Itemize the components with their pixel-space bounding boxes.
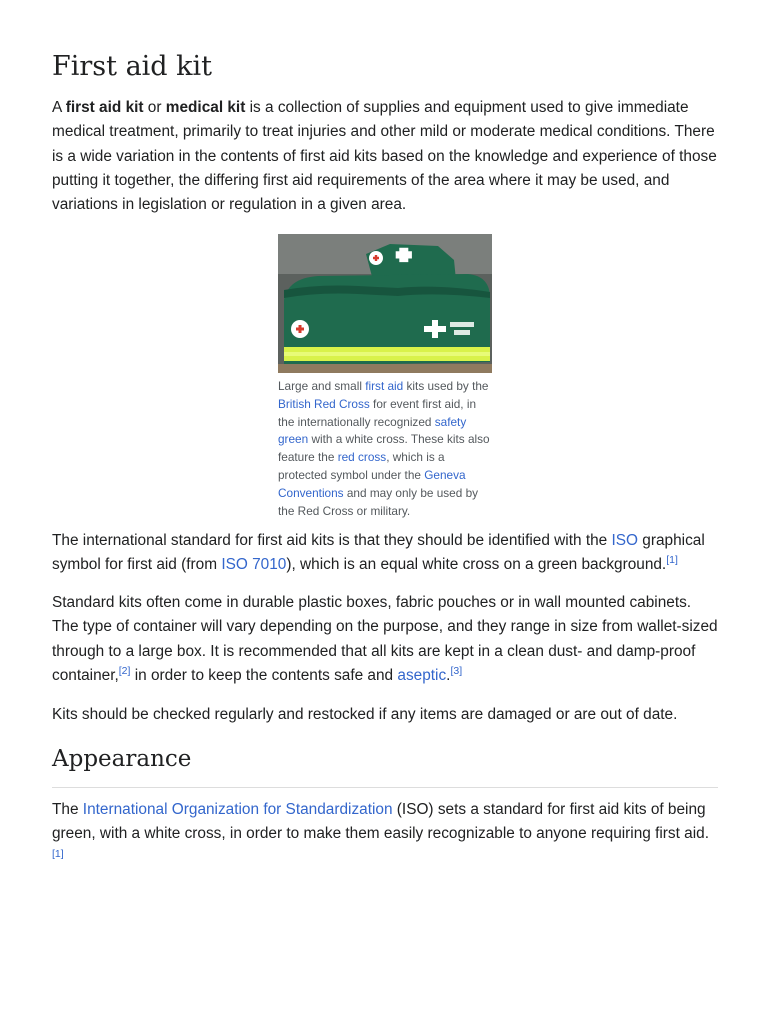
link-first-aid[interactable]: first aid xyxy=(365,379,404,393)
large-kit-shape xyxy=(284,274,490,366)
first-aid-kits-photo[interactable] xyxy=(278,234,492,373)
citation-3[interactable]: [3] xyxy=(450,664,463,677)
link-iso[interactable]: ISO xyxy=(611,532,639,549)
appearance-paragraph: The International Organization for Standardization (ISO) sets a standard for first aid kits of being green, with a white cross, in order to make them easily recognizable to anyone requiring first aid.[1] xyxy=(52,801,709,860)
section-divider xyxy=(52,787,718,788)
link-red-cross[interactable]: red cross xyxy=(337,450,387,465)
citation-1-appearance[interactable]: [1] xyxy=(52,847,64,860)
link-iso-7010[interactable]: ISO 7010 xyxy=(221,556,287,574)
containers-paragraph: Standard kits often come in durable plastic boxes, fabric pouches or in wall mounted cabinets. The type of container will vary depending on the purpose, and they range in size from wallet-sized through to a large box. It is recommended that all kits are kept in a clean dust- and damp-proof container,[2] in order to keep the contents safe and aseptic.[3] xyxy=(52,594,718,684)
citation-2[interactable]: [2] xyxy=(118,664,131,677)
link-safety-green[interactable]: safety green xyxy=(278,414,467,447)
intro-paragraph: A first aid kit or medical kit is a collection of supplies and equipment used to give immediate medical treatment, primarily to treat injuries and other mild or moderate medical conditions. There is a wide variation in the contents of first aid kits based on the knowledge and experience of those putting it together, the differing first aid requirements of the area where it may be used, and variations in legislation or regulation in a given area. xyxy=(52,99,717,214)
term-medical-kit: medical kit xyxy=(165,99,246,116)
standard-paragraph: The international standard for first aid kits is that they should be identified with the ISO graphical symbol for first aid (from ISO 7010), which is an equal white cross on a green background.[1] xyxy=(52,532,705,574)
figure-first-aid-kits xyxy=(278,234,492,520)
check-paragraph: Kits should be checked regularly and restocked if any items are damaged or are out of date. xyxy=(52,706,678,723)
link-geneva-conventions[interactable]: Geneva Conventions xyxy=(278,467,466,500)
figure-caption: Large and small first aid kits used by the British Red Cross for event first aid, in the internationally recognized safety green with a white cross. These kits also feature the red cross, which is a protected symbol under the Geneva Conventions and may only be used by the Red Cross or military. xyxy=(278,379,490,518)
section-heading-appearance: Appearance xyxy=(52,746,192,772)
page-title: First aid kit xyxy=(52,51,213,82)
link-international-organization-for-standardization[interactable]: International Organization for Standardization xyxy=(82,801,393,818)
link-aseptic[interactable]: aseptic xyxy=(397,666,447,684)
citation-1[interactable]: [1] xyxy=(666,554,678,567)
term-first-aid-kit: first aid kit xyxy=(65,99,144,116)
link-british-red-cross[interactable]: British Red Cross xyxy=(278,396,370,411)
